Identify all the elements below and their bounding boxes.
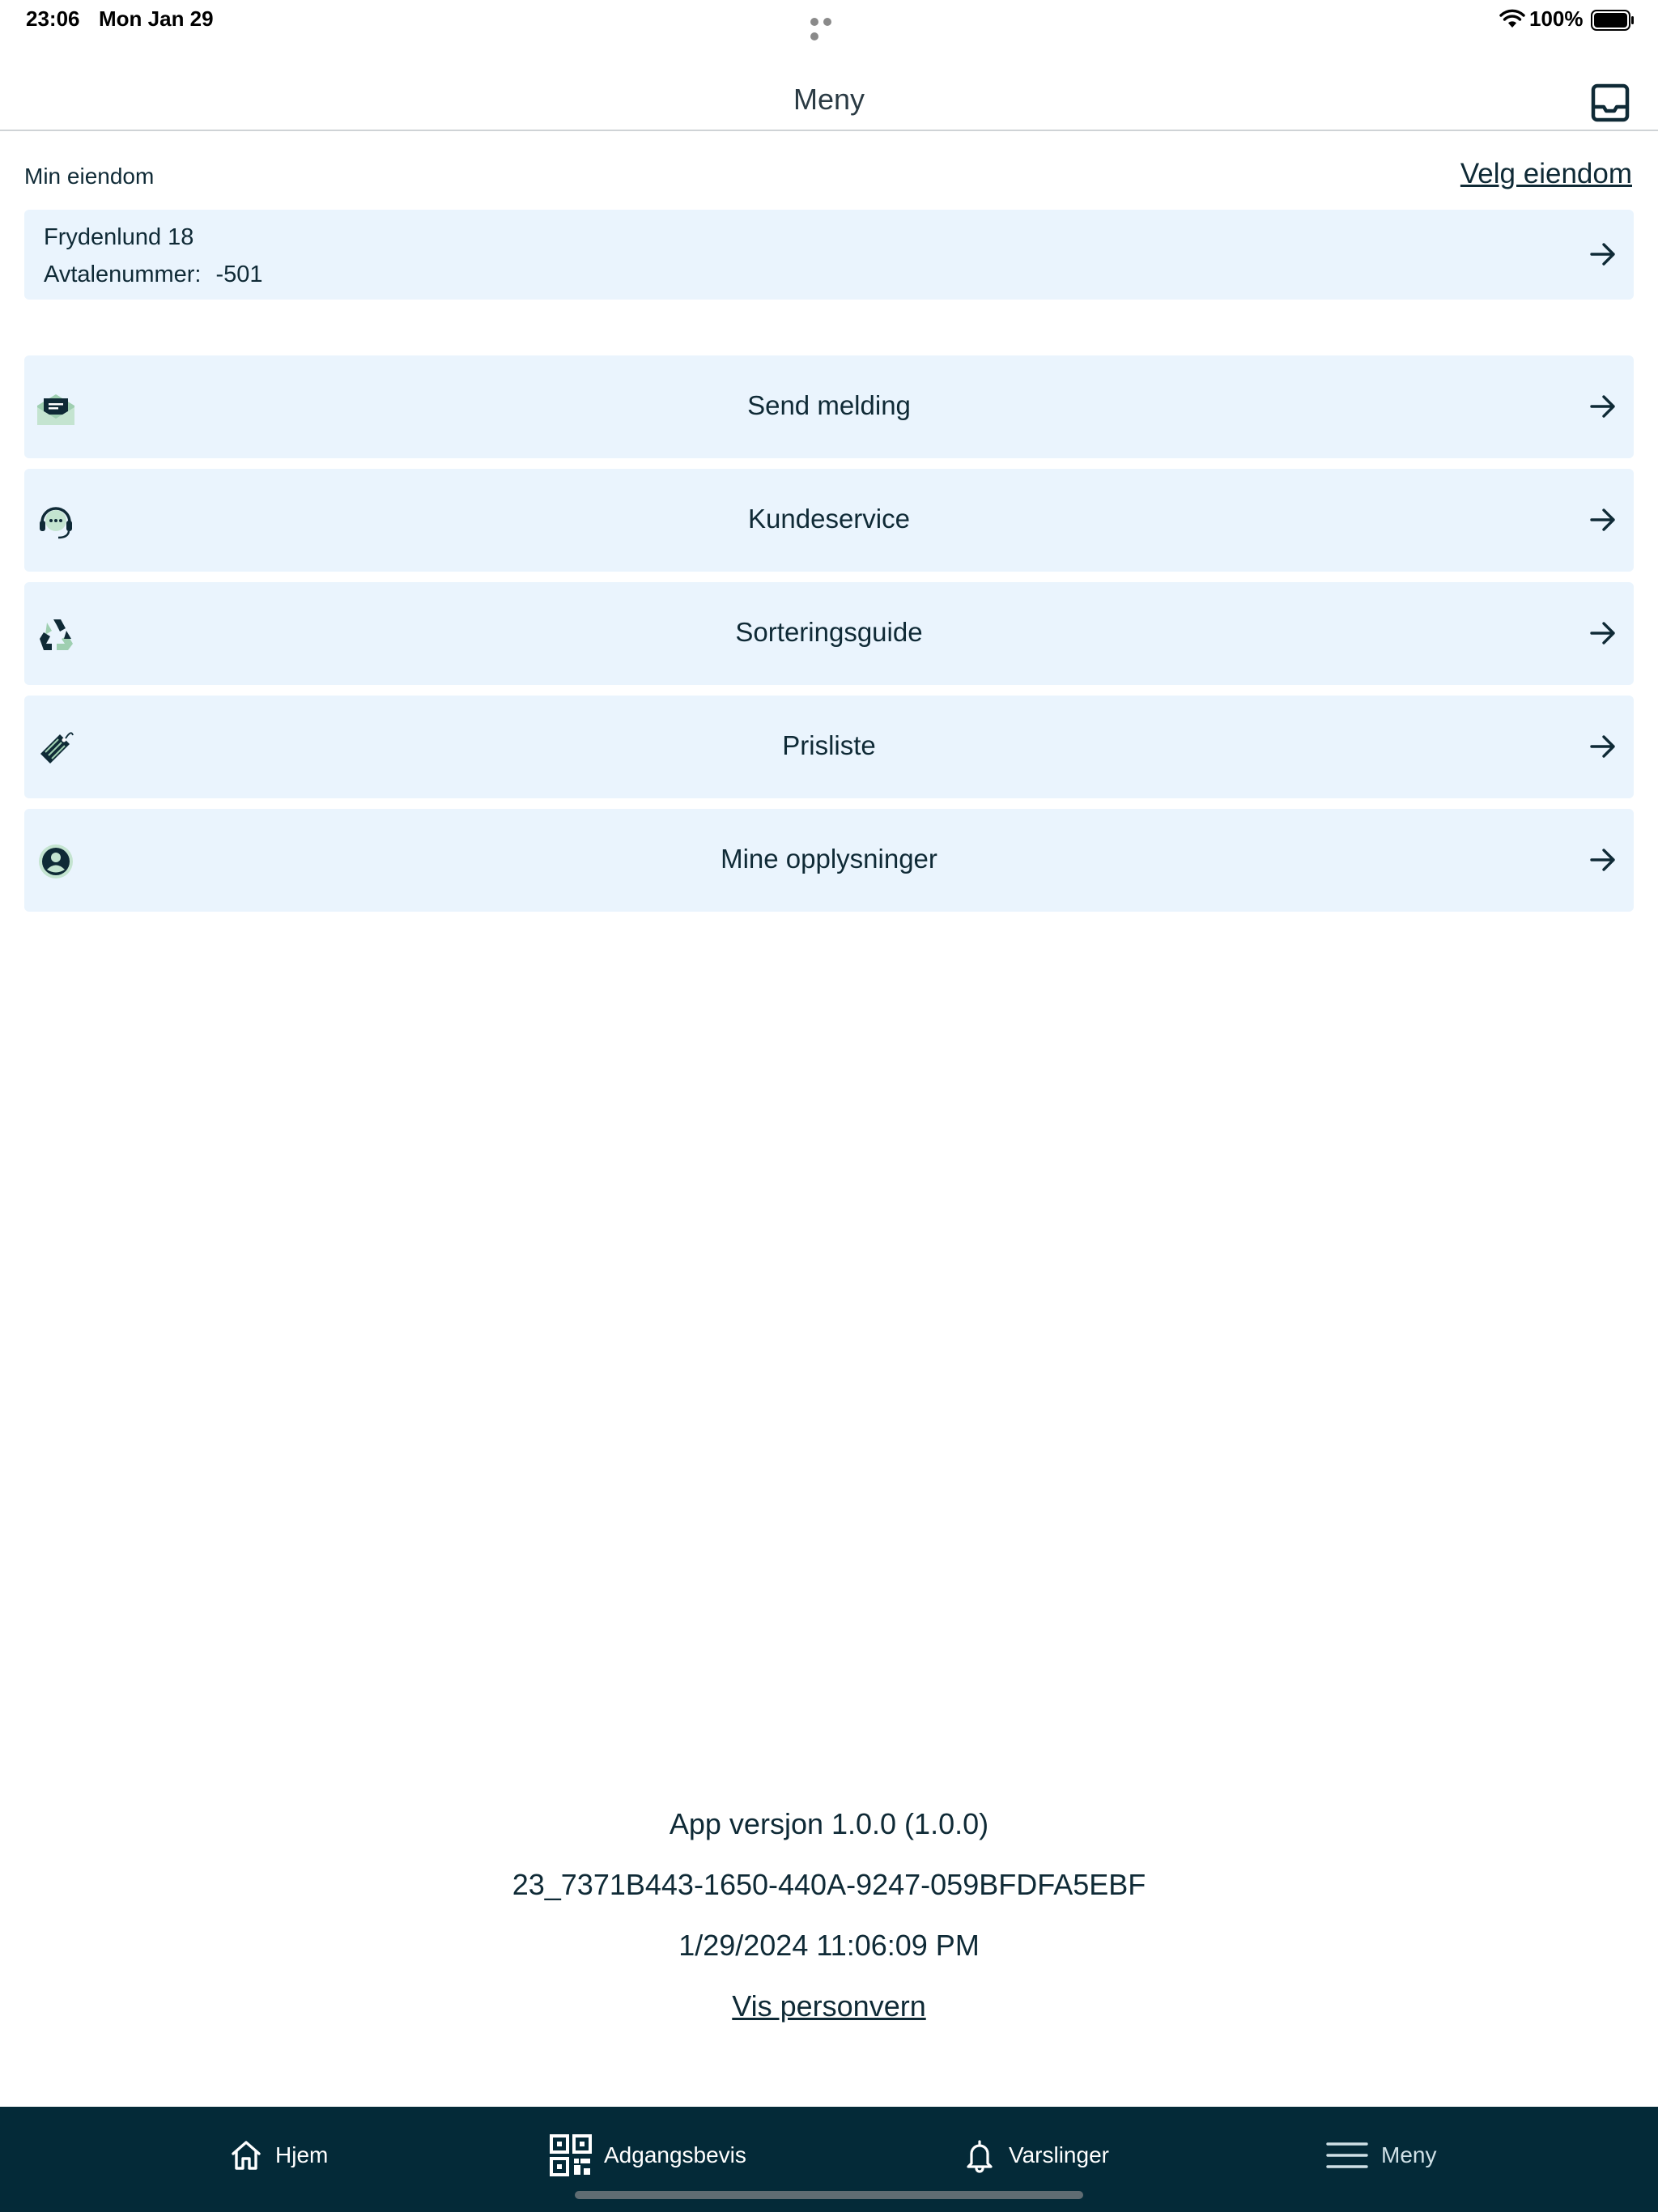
menu-item-label: Send melding bbox=[747, 390, 911, 420]
arrow-right-icon bbox=[1588, 732, 1618, 761]
property-card[interactable] bbox=[24, 210, 1634, 300]
arrow-right-icon bbox=[1588, 619, 1618, 648]
property-address: Frydenlund 18 bbox=[44, 224, 194, 250]
menu-item-label: Prisliste bbox=[782, 730, 876, 760]
device-id: 23_7371B443-1650-440A-9247-059BFDFA5EBF bbox=[512, 1868, 1146, 1901]
home-icon bbox=[228, 2138, 264, 2173]
hamburger-menu-icon bbox=[1324, 2138, 1370, 2173]
inbox-icon[interactable] bbox=[1588, 81, 1632, 125]
agreement-label: Avtalenummer: bbox=[44, 262, 202, 287]
menu-item-kundeservice[interactable] bbox=[24, 469, 1634, 572]
tab-label: Varslinger bbox=[1009, 2142, 1109, 2167]
tab-bar bbox=[0, 2107, 1658, 2212]
agreement-number-row bbox=[44, 262, 263, 288]
home-indicator[interactable] bbox=[575, 2191, 1083, 2199]
status-date: Mon Jan 29 bbox=[99, 6, 214, 31]
qr-code-icon bbox=[549, 2133, 593, 2177]
tab-label: Hjem bbox=[275, 2142, 329, 2167]
menu-item-sorteringsguide[interactable] bbox=[24, 582, 1634, 685]
tab-varslinger[interactable] bbox=[962, 2131, 1109, 2180]
battery-percent: 100% bbox=[1529, 6, 1584, 31]
menu-item-label: Kundeservice bbox=[748, 504, 910, 534]
bell-icon bbox=[962, 2138, 997, 2173]
agreement-number: -501 bbox=[215, 262, 263, 287]
status-time: 23:06 bbox=[26, 6, 80, 31]
tab-meny[interactable] bbox=[1324, 2131, 1436, 2180]
app-version: App versjon 1.0.0 (1.0.0) bbox=[669, 1807, 989, 1840]
arrow-right-icon bbox=[1588, 845, 1618, 874]
nav-header bbox=[0, 40, 1658, 131]
tab-adgangsbevis[interactable] bbox=[549, 2131, 746, 2180]
privacy-link[interactable]: Vis personvern bbox=[732, 1989, 926, 2023]
status-bar bbox=[0, 0, 1658, 40]
page-title: Meny bbox=[793, 83, 865, 116]
privacy-row bbox=[0, 1989, 1658, 2023]
menu-item-label: Sorteringsguide bbox=[735, 617, 923, 647]
section-label-min-eiendom: Min eiendom bbox=[24, 164, 155, 189]
tab-hjem[interactable] bbox=[228, 2131, 328, 2180]
battery-icon bbox=[1591, 10, 1635, 31]
wifi-icon bbox=[1499, 8, 1525, 29]
tab-label: Adgangsbevis bbox=[604, 2142, 746, 2167]
menu-item-prisliste[interactable] bbox=[24, 696, 1634, 798]
menu-item-mine-opplysninger[interactable] bbox=[24, 809, 1634, 912]
arrow-right-icon bbox=[1588, 240, 1618, 269]
tab-label: Meny bbox=[1381, 2142, 1437, 2167]
timestamp: 1/29/2024 11:06:09 PM bbox=[678, 1929, 980, 1962]
arrow-right-icon bbox=[1588, 505, 1618, 534]
select-property-link[interactable]: Velg eiendom bbox=[1460, 158, 1632, 189]
multitasking-dots-icon[interactable] bbox=[810, 15, 848, 23]
arrow-right-icon bbox=[1588, 392, 1618, 421]
menu-item-label: Mine opplysninger bbox=[721, 844, 937, 874]
menu-item-send-melding[interactable] bbox=[24, 355, 1634, 458]
